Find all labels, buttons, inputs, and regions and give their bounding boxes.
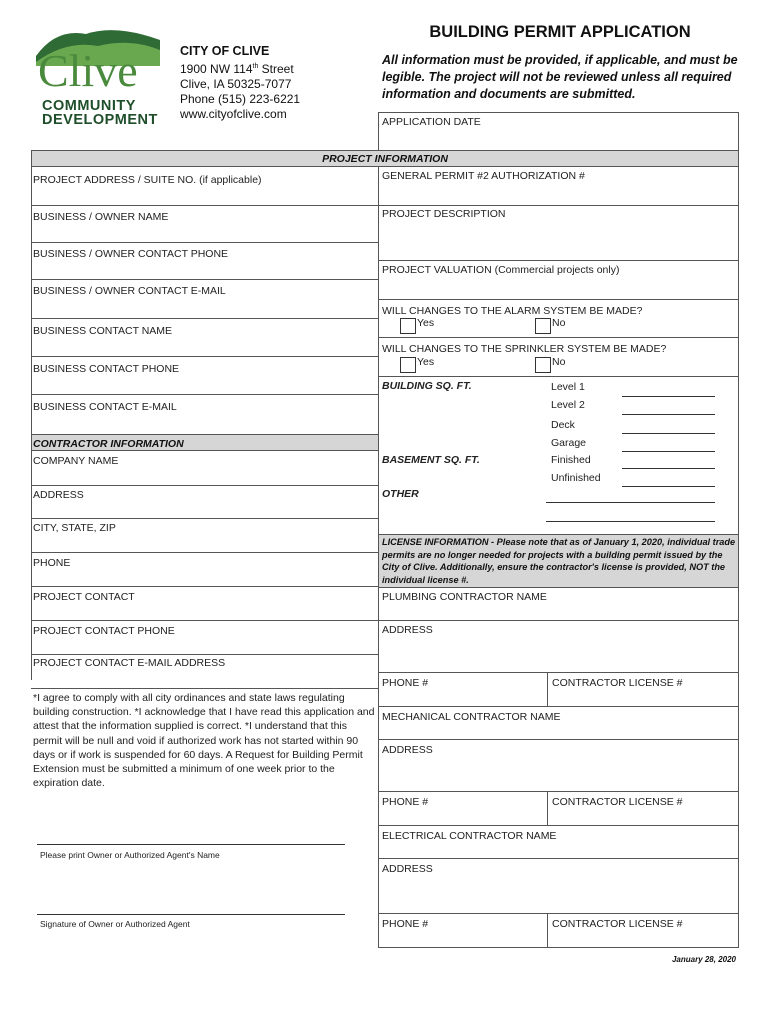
contractor-phone-label: PHONE <box>33 557 71 569</box>
electrical-license-label: CONTRACTOR LICENSE # <box>552 918 683 930</box>
logo-line-2: DEVELOPMENT <box>42 112 158 128</box>
other-line-1[interactable] <box>546 502 715 503</box>
license-note: LICENSE INFORMATION - Please note that as of January 1, 2020, individual trade permits are no longer needed for projects with a building permit issued by the City of Clive. Additionally, ensure the contractor's license is provided, NOT the individual license #. <box>382 537 736 585</box>
logo-line-1: COMMUNITY <box>42 98 136 114</box>
mechanical-license-label: CONTRACTOR LICENSE # <box>552 796 683 808</box>
mechanical-phone-label: PHONE # <box>382 796 429 808</box>
city-address: 1900 NW 114th Street <box>180 62 294 76</box>
project-contact-phone-label: PROJECT CONTACT PHONE <box>33 625 175 637</box>
print-name-line[interactable] <box>37 844 345 845</box>
city-phone: Phone (515) 223-6221 <box>180 92 301 106</box>
city-website[interactable]: www.cityofclive.com <box>180 107 287 121</box>
signature-line[interactable] <box>37 914 345 915</box>
logo-wordmark: Clive <box>38 45 138 96</box>
project-contact-email-label: PROJECT CONTACT E-MAIL ADDRESS <box>33 657 226 669</box>
contractor-info-heading: CONTRACTOR INFORMATION <box>33 438 184 450</box>
garage-line[interactable] <box>622 451 715 452</box>
alarm-no-label: No <box>552 317 566 329</box>
plumbing-phone-label: PHONE # <box>382 677 429 689</box>
plumbing-license-label: CONTRACTOR LICENSE # <box>552 677 683 689</box>
unfinished-line[interactable] <box>622 486 715 487</box>
electrical-name-label: ELECTRICAL CONTRACTOR NAME <box>382 830 557 842</box>
signature-caption: Signature of Owner or Authorized Agent <box>40 919 190 929</box>
footer-date: January 28, 2020 <box>671 955 736 964</box>
plumbing-address-label: ADDRESS <box>382 624 433 636</box>
company-name-label: COMPANY NAME <box>33 455 119 467</box>
level-2-line[interactable] <box>622 414 715 415</box>
deck-label: Deck <box>551 419 575 431</box>
unfinished-label: Unfinished <box>551 472 601 484</box>
project-address-label: PROJECT ADDRESS / SUITE NO. (if applicable) <box>33 174 262 186</box>
print-name-caption: Please print Owner or Authorized Agent's Name <box>40 850 220 860</box>
agreement-text: *I agree to comply with all city ordinances and state laws regulating building construction. *I acknowledge that I have read this application and attest that the information supplied is correct. *I understand that this permit will be null and void if authorized work has not started within 90 days or if work is suspended for 60 days. A Request for Building Permit Extension must be submitted a minimum of one week prior to the expiration date. <box>33 692 375 790</box>
level-1-label: Level 1 <box>551 381 585 393</box>
sprinkler-yes-label: Yes <box>417 356 435 368</box>
city-name: CITY OF CLIVE <box>180 44 270 58</box>
city-state: Clive, IA 50325-7077 <box>180 77 292 91</box>
business-owner-email-label: BUSINESS / OWNER CONTACT E-MAIL <box>33 285 226 297</box>
level-1-line[interactable] <box>622 396 715 397</box>
sprinkler-no-label: No <box>552 356 566 368</box>
finished-label: Finished <box>551 454 591 466</box>
other-line-2[interactable] <box>546 521 715 522</box>
city-state-zip-label: CITY, STATE, ZIP <box>33 522 116 534</box>
alarm-yes-checkbox[interactable] <box>400 318 416 334</box>
project-info-heading: PROJECT INFORMATION <box>322 153 448 165</box>
application-date-label: APPLICATION DATE <box>382 116 481 128</box>
contractor-address-label: ADDRESS <box>33 489 84 501</box>
garage-label: Garage <box>551 437 587 449</box>
basement-sqft-label: BASEMENT SQ. FT. <box>382 454 480 466</box>
city-block <box>180 44 300 122</box>
building-sqft-label: BUILDING SQ. FT. <box>382 380 472 392</box>
level-2-label: Level 2 <box>551 399 585 411</box>
sprinkler-yes-checkbox[interactable] <box>400 357 416 373</box>
project-description-label: PROJECT DESCRIPTION <box>382 208 506 220</box>
electrical-address-label: ADDRESS <box>382 863 433 875</box>
business-owner-name-label: BUSINESS / OWNER NAME <box>33 211 169 223</box>
business-contact-email-label: BUSINESS CONTACT E-MAIL <box>33 401 177 413</box>
sprinkler-no-checkbox[interactable] <box>535 357 551 373</box>
project-valuation-label: PROJECT VALUATION (Commercial projects only) <box>382 264 620 276</box>
business-owner-phone-label: BUSINESS / OWNER CONTACT PHONE <box>33 248 229 260</box>
electrical-phone-label: PHONE # <box>382 918 429 930</box>
alarm-yes-label: Yes <box>417 317 435 329</box>
finished-line[interactable] <box>622 468 715 469</box>
other-label: OTHER <box>382 488 419 500</box>
page-title: BUILDING PERMIT APPLICATION <box>429 23 691 41</box>
sprinkler-question: WILL CHANGES TO THE SPRINKLER SYSTEM BE MADE? <box>382 343 667 355</box>
project-contact-label: PROJECT CONTACT <box>33 591 135 603</box>
deck-line[interactable] <box>622 433 715 434</box>
general-permit-label: GENERAL PERMIT #2 AUTHORIZATION # <box>382 170 585 182</box>
application-date-field[interactable] <box>379 130 738 150</box>
mechanical-address-label: ADDRESS <box>382 744 433 756</box>
plumbing-name-label: PLUMBING CONTRACTOR NAME <box>382 591 547 603</box>
notice-text: All information must be provided, if applicable, and must be legible. The project will not be reviewed unless all required information and documents are submitted. <box>382 53 738 101</box>
business-contact-phone-label: BUSINESS CONTACT PHONE <box>33 363 180 375</box>
alarm-no-checkbox[interactable] <box>535 318 551 334</box>
logo <box>36 26 160 128</box>
mechanical-name-label: MECHANICAL CONTRACTOR NAME <box>382 711 561 723</box>
business-contact-name-label: BUSINESS CONTACT NAME <box>33 325 173 337</box>
alarm-question: WILL CHANGES TO THE ALARM SYSTEM BE MADE? <box>382 305 643 317</box>
